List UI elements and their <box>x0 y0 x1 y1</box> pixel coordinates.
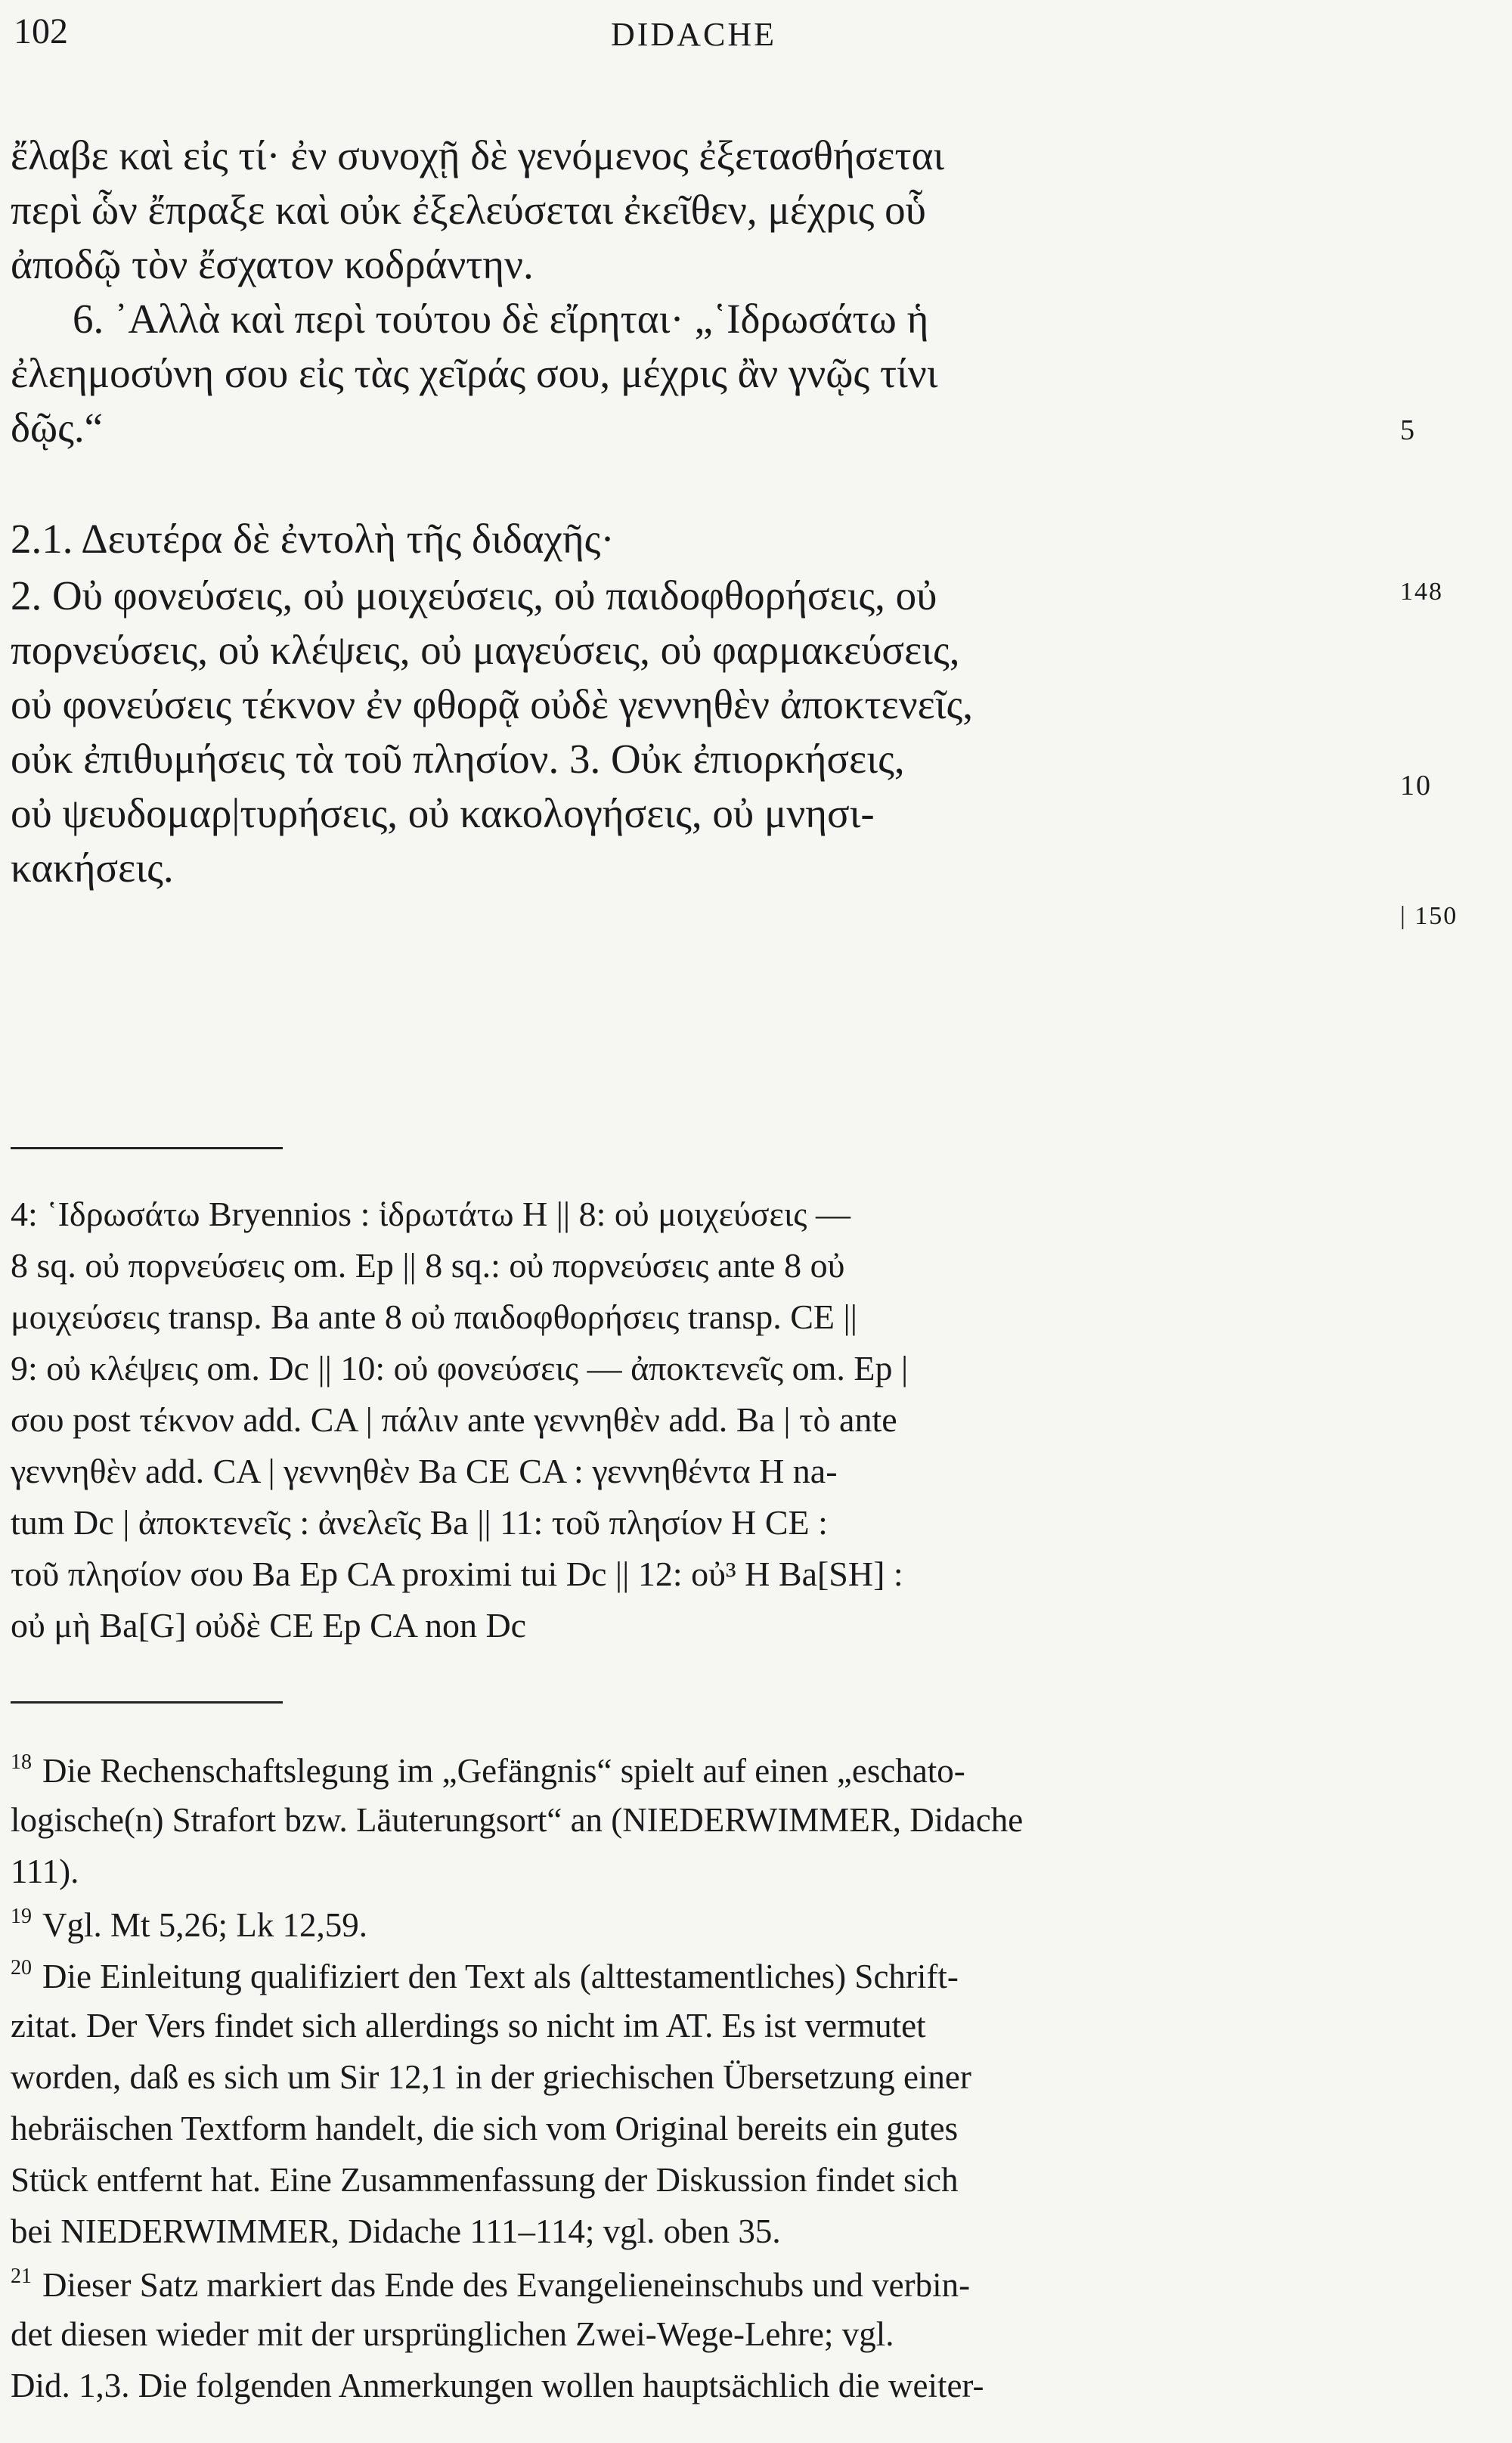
footnote-marker: 20 <box>11 1956 32 1980</box>
greek-line: 6. ᾿Αλλὰ καὶ περὶ τούτου δὲ εἴρηται· „῾Ιδρωσάτω ἡ <box>73 296 929 342</box>
footnote-text: Die Einleitung qualifiziert den Text als (alttestamentliches) Schrift- <box>42 1958 959 1995</box>
greek-line: ἐλεημοσύνη σου εἰς τὰς χεῖράς σου, μέχρις ἂν γνῷς τίνι <box>11 350 938 396</box>
greek-line: 2.1. Δευτέρα δὲ ἐντολὴ τῆς διδαχῆς· <box>11 516 615 562</box>
footnote-line: logische(n) Strafort bzw. Läuterungsort“ an (NIEDERWIMMER, Didache <box>11 1801 1024 1839</box>
footnote-text: Die Rechenschaftslegung im „Gefängnis“ spielt auf einen „eschato- <box>42 1752 965 1790</box>
footnote-marker: 19 <box>11 1905 32 1928</box>
greek-line: οὐκ ἐπιθυμήσεις τὰ τοῦ πλησίον. 3. Οὐκ ἐπιορκήσεις, <box>11 736 905 782</box>
footnote-line: Stück entfernt hat. Eine Zusammenfassung der Diskussion findet sich <box>11 2161 959 2199</box>
apparatus-line: tum Dc | ἀποκτενεῖς : ἀνελεῖς Ba || 11: τοῦ πλησίον H CE : <box>11 1503 828 1542</box>
apparatus-line: γεννηθὲν add. CA | γεννηθὲν Ba CE CA : γεννηθέντα H na- <box>11 1452 838 1490</box>
greek-line: οὐ ψευδομαρ|τυρήσεις, οὐ κακολογήσεις, οὐ μνησι- <box>11 790 875 836</box>
greek-line: 2. Οὐ φονεύσεις, οὐ μοιχεύσεις, οὐ παιδοφθορήσεις, οὐ <box>11 572 937 619</box>
greek-line: ἀποδῷ τὸν ἔσχατον κοδράντην. <box>11 241 534 287</box>
margin-page-ref: | 150 <box>1400 902 1458 930</box>
footnote-line: bei NIEDERWIMMER, Didache 111–114; vgl. oben 35. <box>11 2212 781 2250</box>
greek-line: περὶ ὧν ἔπραξε καὶ οὐκ ἐξελεύσεται ἐκεῖθεν, μέχρις οὗ <box>11 187 926 233</box>
apparatus-line: τοῦ πλησίον σου Ba Ep CA proximi tui Dc || 12: οὐ³ H Ba[SH] : <box>11 1555 903 1593</box>
footnote-line: Did. 1,3. Die folgenden Anmerkungen wollen hauptsächlich die weiter- <box>11 2367 984 2404</box>
apparatus-line: 4: ῾Ιδρωσάτω Bryennios : ἱδρωτάτω H || 8: οὐ μοιχεύσεις — <box>11 1195 850 1233</box>
apparatus-line: 8 sq. οὐ πορνεύσεις om. Ep || 8 sq.: οὐ πορνεύσεις ante 8 οὐ <box>11 1246 845 1285</box>
footnote-line: 111). <box>11 1852 79 1890</box>
greek-line: πορνεύσεις, οὐ κλέψεις, οὐ μαγεύσεις, οὐ φαρμακεύσεις, <box>11 627 960 673</box>
footnote-text: Vgl. Mt 5,26; Lk 12,59. <box>42 1906 368 1944</box>
apparatus-line: οὐ μὴ Ba[G] οὐδὲ CE Ep CA non Dc <box>11 1606 527 1645</box>
greek-line: κακήσεις. <box>11 845 174 891</box>
footnote-rule <box>11 1701 283 1704</box>
greek-line: ἔλαβε καὶ εἰς τί· ἐν συνοχῇ δὲ γενόμενος ἐξετασθήσεται <box>11 132 945 178</box>
greek-line: δῷς.“ <box>11 405 104 451</box>
footnote-line: det diesen wieder mit der ursprünglichen Zwei-Wege-Lehre; vgl. <box>11 2315 894 2353</box>
footnote-line: hebräischen Textform handelt, die sich vom Original bereits ein gutes <box>11 2110 959 2147</box>
apparatus-line: μοιχεύσεις transp. Ba ante 8 οὐ παιδοφθορήσεις transp. CE || <box>11 1297 857 1336</box>
margin-line-number: 5 <box>1400 414 1416 446</box>
margin-line-number: 10 <box>1400 770 1432 801</box>
footnote-line <box>11 1906 367 1942</box>
footnote-line <box>11 2266 970 2302</box>
footnote-line: zitat. Der Vers findet sich allerdings so nicht im AT. Es ist vermutet <box>11 2007 926 2045</box>
footnote-text: Dieser Satz markiert das Ende des Evangelieneinschubs und verbin- <box>42 2266 971 2304</box>
footnote-line <box>11 1958 959 1994</box>
apparatus-line: 9: οὐ κλέψεις om. Dc || 10: οὐ φονεύσεις — ἀποκτενεῖς om. Ep | <box>11 1349 909 1387</box>
page-number: 102 <box>14 11 68 51</box>
apparatus-rule <box>11 1147 283 1149</box>
footnote-marker: 18 <box>11 1750 32 1774</box>
footnote-line: worden, daß es sich um Sir 12,1 in der griechischen Übersetzung einer <box>11 2058 971 2096</box>
apparatus-line: σου post τέκνον add. CA | πάλιν ante γεννηθὲν add. Ba | τὸ ante <box>11 1400 897 1439</box>
greek-line: οὐ φονεύσεις τέκνον ἐν φθορᾷ οὐδὲ γεννηθὲν ἀποκτενεῖς, <box>11 681 974 727</box>
footnote-line <box>11 1752 965 1788</box>
running-title: DIDACHE <box>611 16 776 53</box>
footnote-marker: 21 <box>11 2265 32 2288</box>
margin-page-ref: 148 <box>1400 578 1443 606</box>
